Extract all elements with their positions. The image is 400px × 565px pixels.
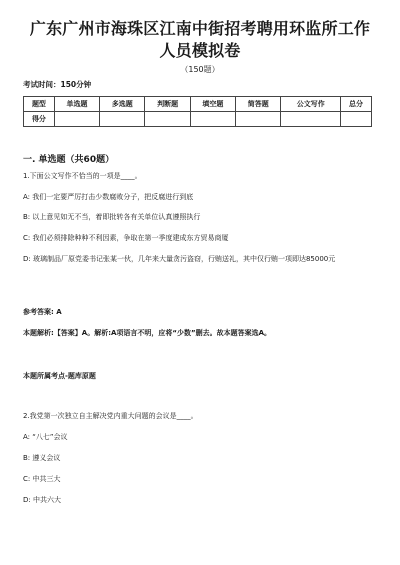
question-1-option-a: A: 我们一定要严厉打击少数腐败分子，把反腐进行到底	[23, 193, 194, 201]
question-2-option-a: A: “八七”会议	[23, 433, 68, 441]
score-header-cell: 题型	[24, 97, 55, 112]
question-2-option-b: B: 遵义会议	[23, 454, 61, 462]
section-heading: 一. 单选题（共60题）	[23, 155, 115, 165]
question-1-option-c: C: 我们必须排除种种不利因素，争取在第一季度建成东方贸易商厦	[23, 234, 229, 242]
score-table-header-row	[24, 97, 372, 112]
question-2-option-c: C: 中共三大	[23, 475, 61, 483]
score-cell	[100, 112, 145, 127]
score-cell	[341, 112, 372, 127]
question-2-stem: 2.我党第一次独立自主解决党内重大问题的会议是____。	[23, 412, 198, 420]
question-1-stem: 1.下面公文写作不恰当的一项是____。	[23, 172, 142, 180]
score-table-score-row	[24, 112, 372, 127]
question-1-explanation: 本题解析:【答案】A。解析:A项语言不明，应将“少数”删去。故本题答案选A。	[23, 329, 272, 337]
score-cell	[54, 112, 99, 127]
question-count: （150题）	[180, 65, 220, 74]
exam-time: 考试时间：150分钟	[23, 80, 92, 89]
score-table	[23, 96, 372, 127]
question-1-option-d: D: 玻璃制品厂原党委书记张某一伙，几年来大量贪污盗窃，行贿送礼，其中仅行贿一项即达85000元	[23, 255, 336, 263]
question-2-option-d: D: 中共六大	[23, 496, 61, 504]
question-1-option-b: B: 以上意见如无不当，着即批转各有关单位认真遵照执行	[23, 213, 201, 221]
score-header-cell: 总分	[341, 97, 372, 112]
score-row-label: 得分	[24, 112, 55, 127]
score-cell	[236, 112, 281, 127]
question-1-answer: 参考答案: A	[23, 308, 62, 316]
score-header-cell: 填空题	[190, 97, 235, 112]
document-title: 广东广州市海珠区江南中街招考聘用环监所工作人员模拟卷	[29, 19, 371, 60]
question-1-source: 本题所属考点-题库原题	[23, 372, 96, 380]
score-header-cell: 多选题	[100, 97, 145, 112]
score-header-cell: 判断题	[145, 97, 190, 112]
score-header-cell: 公文写作	[281, 97, 341, 112]
score-header-cell: 单选题	[54, 97, 99, 112]
score-cell	[190, 112, 235, 127]
score-header-cell: 简答题	[236, 97, 281, 112]
score-cell	[281, 112, 341, 127]
score-cell	[145, 112, 190, 127]
